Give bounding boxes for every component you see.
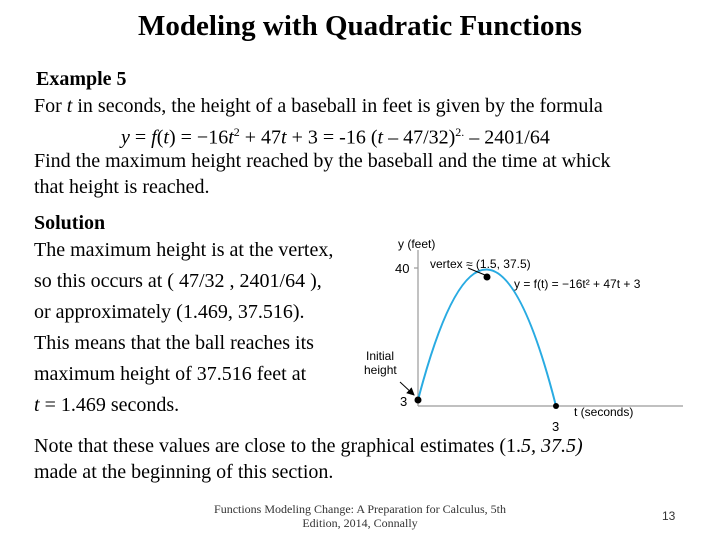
example-formula: $y = f(t) = -16t^2 + 47t + 3 = -16$ (t – 47/32)$^{2.}$ – 2401/64 [121,125,550,149]
slide-title: Modeling with Quadratic Functions [138,10,582,42]
solution-line: or approximately (1.469, 37.516). [34,301,305,323]
y-tick-3: 3 [400,394,408,409]
landing-point [553,403,559,409]
solution-line: so this occurs at ( 47/32 , 2401/64 ), [34,270,322,292]
page-number: 13 [662,509,676,523]
note-line-1: Note that these values are close to the graphical estimates (1.5, 37.5) [34,435,583,457]
y-tick-40: 40 [395,261,410,276]
example-line-3: Find the maximum height reached by the baseball and the time at whick [34,150,611,172]
example-line-4: that height is reached. [34,176,210,198]
solution-line: This means that the ball reaches its [34,332,314,354]
example-heading: Example 5 [36,68,127,90]
example-line-1: For t in seconds, the height of a baseball in feet is given by the formula [34,95,603,117]
note-line-2: made at the beginning of this section. [34,461,334,483]
solution-line-last: t = 1.469 seconds. [34,394,180,416]
y-axis-label: y (feet) [398,237,436,251]
solution-heading: Solution [34,212,106,234]
solution-line: maximum height of 37.516 feet at [34,363,307,385]
x-axis-label: t (seconds) [574,405,634,419]
solution-line: The maximum height is at the vertex, [34,239,334,261]
initial-height-label: height [364,363,397,377]
vertex-label: vertex ≈ (1.5, 37.5) [430,257,531,271]
initial-height-label: Initial [366,349,395,363]
footer-source: Functions Modeling Change: A Preparation for Calculus, 5th Edition, 2014, Connally [214,502,506,530]
graph-formula-label: y = f(t) = −16t² + 47t + 3 [514,277,641,291]
x-tick-3: 3 [552,419,560,432]
parabola-graph [358,232,698,432]
initial-height-point [415,397,422,404]
